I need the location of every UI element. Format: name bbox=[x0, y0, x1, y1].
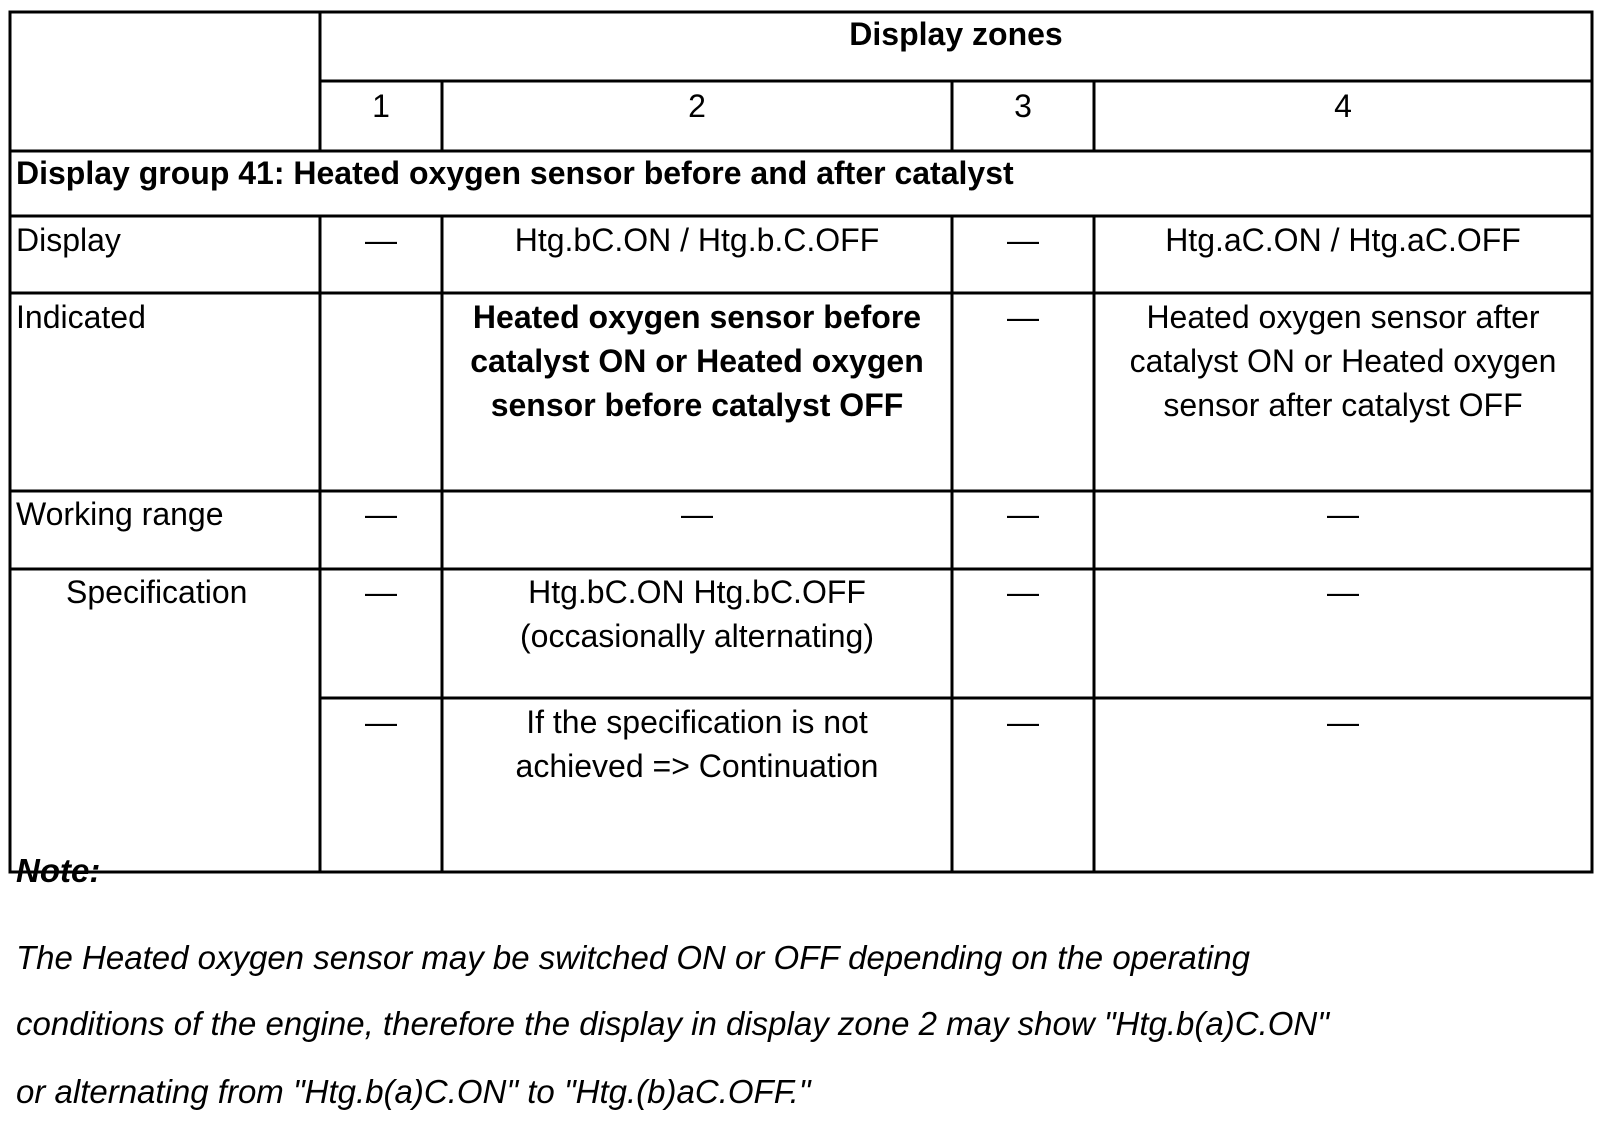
row-label-working-range: Working range bbox=[16, 496, 224, 532]
indicated-zone-4-line: Heated oxygen sensor after bbox=[1146, 299, 1540, 335]
display-zone-2-value: Htg.bC.ON / Htg.b.C.OFF bbox=[514, 222, 880, 258]
indicated-zone-2-line: Heated oxygen sensor before bbox=[472, 299, 922, 335]
specification-zone-1-value: — bbox=[365, 574, 397, 610]
indicated-zone-2-line: catalyst ON or Heated oxygen bbox=[470, 343, 924, 379]
display-zone-4-value: Htg.aC.ON / Htg.aC.OFF bbox=[1165, 222, 1521, 258]
display-zone-1-value: — bbox=[365, 222, 397, 258]
indicated-zone-2-line: sensor before catalyst OFF bbox=[490, 387, 904, 423]
zone-1-header: 1 bbox=[372, 88, 390, 124]
specification-zone-4-value: — bbox=[1327, 574, 1359, 610]
working-range-zone-1-value: — bbox=[365, 496, 397, 532]
continuation-zone-2-line: achieved => Continuation bbox=[515, 748, 879, 784]
working-range-zone-4-value: — bbox=[1327, 496, 1359, 532]
specification-zone-2-text bbox=[442, 570, 952, 658]
zone-2-header: 2 bbox=[688, 88, 706, 124]
display-zone-3-value: — bbox=[1007, 222, 1039, 258]
note-line: The Heated oxygen sensor may be switched ON or OFF depending on the operating bbox=[16, 939, 1250, 976]
continuation-zone-1-value: — bbox=[365, 704, 397, 740]
display-group-title: Display group 41: Heated oxygen sensor before and after catalyst bbox=[16, 155, 1014, 191]
row-label-display: Display bbox=[16, 222, 121, 258]
zone-4-header: 4 bbox=[1334, 88, 1352, 124]
note-title: Note: bbox=[16, 852, 101, 889]
zone-3-header: 3 bbox=[1014, 88, 1032, 124]
row-label-specification: Specification bbox=[66, 574, 248, 610]
continuation-zone-3-value: — bbox=[1007, 704, 1039, 740]
display-zones-title: Display zones bbox=[849, 16, 1063, 52]
working-range-zone-3-value: — bbox=[1007, 496, 1039, 532]
working-range-zone-2-value: — bbox=[681, 496, 713, 532]
row-label-indicated: Indicated bbox=[16, 299, 146, 335]
indicated-zone-2-text bbox=[442, 295, 952, 427]
note-line: or alternating from "Htg.b(a)C.ON" to "Htg.(b)aC.OFF." bbox=[16, 1073, 811, 1110]
indicated-zone-4-line: catalyst ON or Heated oxygen bbox=[1129, 343, 1557, 379]
specification-zone-3-value: — bbox=[1007, 574, 1039, 610]
note-line: conditions of the engine, therefore the display in display zone 2 may show "Htg.b(a)C.ON" bbox=[16, 1005, 1329, 1042]
continuation-zone-2-line: If the specification is not bbox=[526, 704, 868, 740]
indicated-zone-4-line: sensor after catalyst OFF bbox=[1163, 387, 1523, 423]
indicated-zone-4-text bbox=[1094, 295, 1592, 427]
indicated-zone-3-value: — bbox=[1007, 299, 1039, 335]
continuation-zone-4-value: — bbox=[1327, 704, 1359, 740]
specification-zone-2-line: Htg.bC.ON Htg.bC.OFF bbox=[528, 574, 866, 610]
continuation-zone-2-text bbox=[442, 700, 952, 788]
specification-zone-2-line: (occasionally alternating) bbox=[520, 618, 874, 654]
